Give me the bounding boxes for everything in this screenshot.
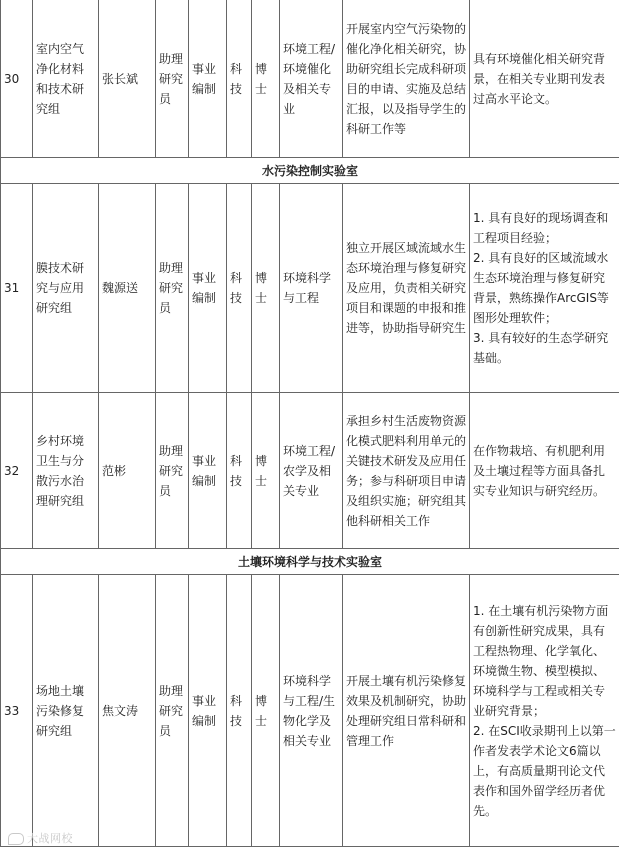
job-category: 科技 [227,0,252,158]
staffing-type: 事业编制 [189,393,227,549]
job-requirements [470,0,619,158]
table-row [1,184,619,393]
requirement-item: 2. 具有良好的区域流域水生态环境治理与修复研究背景，熟练操作ArcGIS等图形处理软件； [473,251,609,325]
job-category: 科技 [227,184,252,393]
major: 环境科学与工程/生物化学及相关专业 [280,575,343,847]
section-title-soil: 土壤环境科学与技术实验室 [1,549,619,575]
group-leader: 魏源送 [99,184,156,393]
research-group: 膜技术研究与应用研究组 [33,184,99,393]
table-row [1,575,619,847]
requirement-item: 1. 具有良好的现场调查和工程项目经验； [473,211,609,245]
requirement-item: 2. 在SCI收录期刊上以第一作者发表学术论文6篇以上，有高质量期刊论文代表作和国外留学经历者优先。 [473,723,616,818]
job-requirements [470,575,619,847]
research-group: 场地土壤污染修复研究组 [33,575,99,847]
section-row [1,158,619,184]
degree: 博士 [252,0,280,158]
table-row [1,0,619,158]
requirement-item: 具有环境催化相关研究背景，在相关专业期刊发表过高水平论文。 [473,51,606,106]
watermark [8,830,73,846]
watermark-text: 大战网校 [27,832,73,845]
job-category: 科技 [227,575,252,847]
position: 助理研究员 [156,0,189,158]
job-duties: 开展室内空气污染物的催化净化相关研究，协助研究组长完成科研项目的申请、实施及总结汇报，以及指导学生的科研工作等 [343,0,470,158]
table-row [1,393,619,549]
staffing-type: 事业编制 [189,0,227,158]
position: 助理研究员 [156,575,189,847]
group-leader: 范彬 [99,393,156,549]
job-requirements [470,393,619,549]
staffing-type: 事业编制 [189,184,227,393]
group-leader: 焦文涛 [99,575,156,847]
group-leader: 张长斌 [99,0,156,158]
job-duties: 承担乡村生活废物资源化模式肥料利用单元的关键技术研发及应用任务；参与科研项目申请及组织实施；研究组其他科研相关工作 [343,393,470,549]
staffing-type: 事业编制 [189,575,227,847]
major: 环境工程/环境催化及相关专业 [280,0,343,158]
speech-bubble-icon [8,833,24,845]
degree: 博士 [252,575,280,847]
major: 环境科学与工程 [280,184,343,393]
degree: 博士 [252,393,280,549]
row-number: 33 [1,575,33,847]
job-duties: 开展土壤有机污染修复效果及机制研究，协助处理研究组日常科研和管理工作 [343,575,470,847]
job-duties: 独立开展区域流域水生态环境治理与修复研究及应用，负责相关研究项目和课题的申报和推进等，协助指导研究生 [343,184,470,393]
section-title-water: 水污染控制实验室 [1,158,619,184]
research-group: 乡村环境卫生与分散污水治理研究组 [33,393,99,549]
row-number: 30 [1,0,33,158]
requirement-item: 在作物栽培、有机肥利用及土壤过程等方面具备扎实专业知识与研究经历。 [473,443,606,498]
requirement-item: 1. 在土壤有机污染物方面有创新性研究成果，具有工程热物理、化学氧化、环境微生物、模型模拟、环境科学与工程或相关专业研究背景； [473,603,609,718]
position: 助理研究员 [156,393,189,549]
research-group: 室内空气净化材料和技术研究组 [33,0,99,158]
degree: 博士 [252,184,280,393]
job-category: 科技 [227,393,252,549]
row-number: 32 [1,393,33,549]
major: 环境工程/农学及相关专业 [280,393,343,549]
section-row [1,549,619,575]
position: 助理研究员 [156,184,189,393]
job-requirements [470,184,619,393]
row-number: 31 [1,184,33,393]
requirement-item: 3. 具有较好的生态学研究基础。 [473,331,609,365]
